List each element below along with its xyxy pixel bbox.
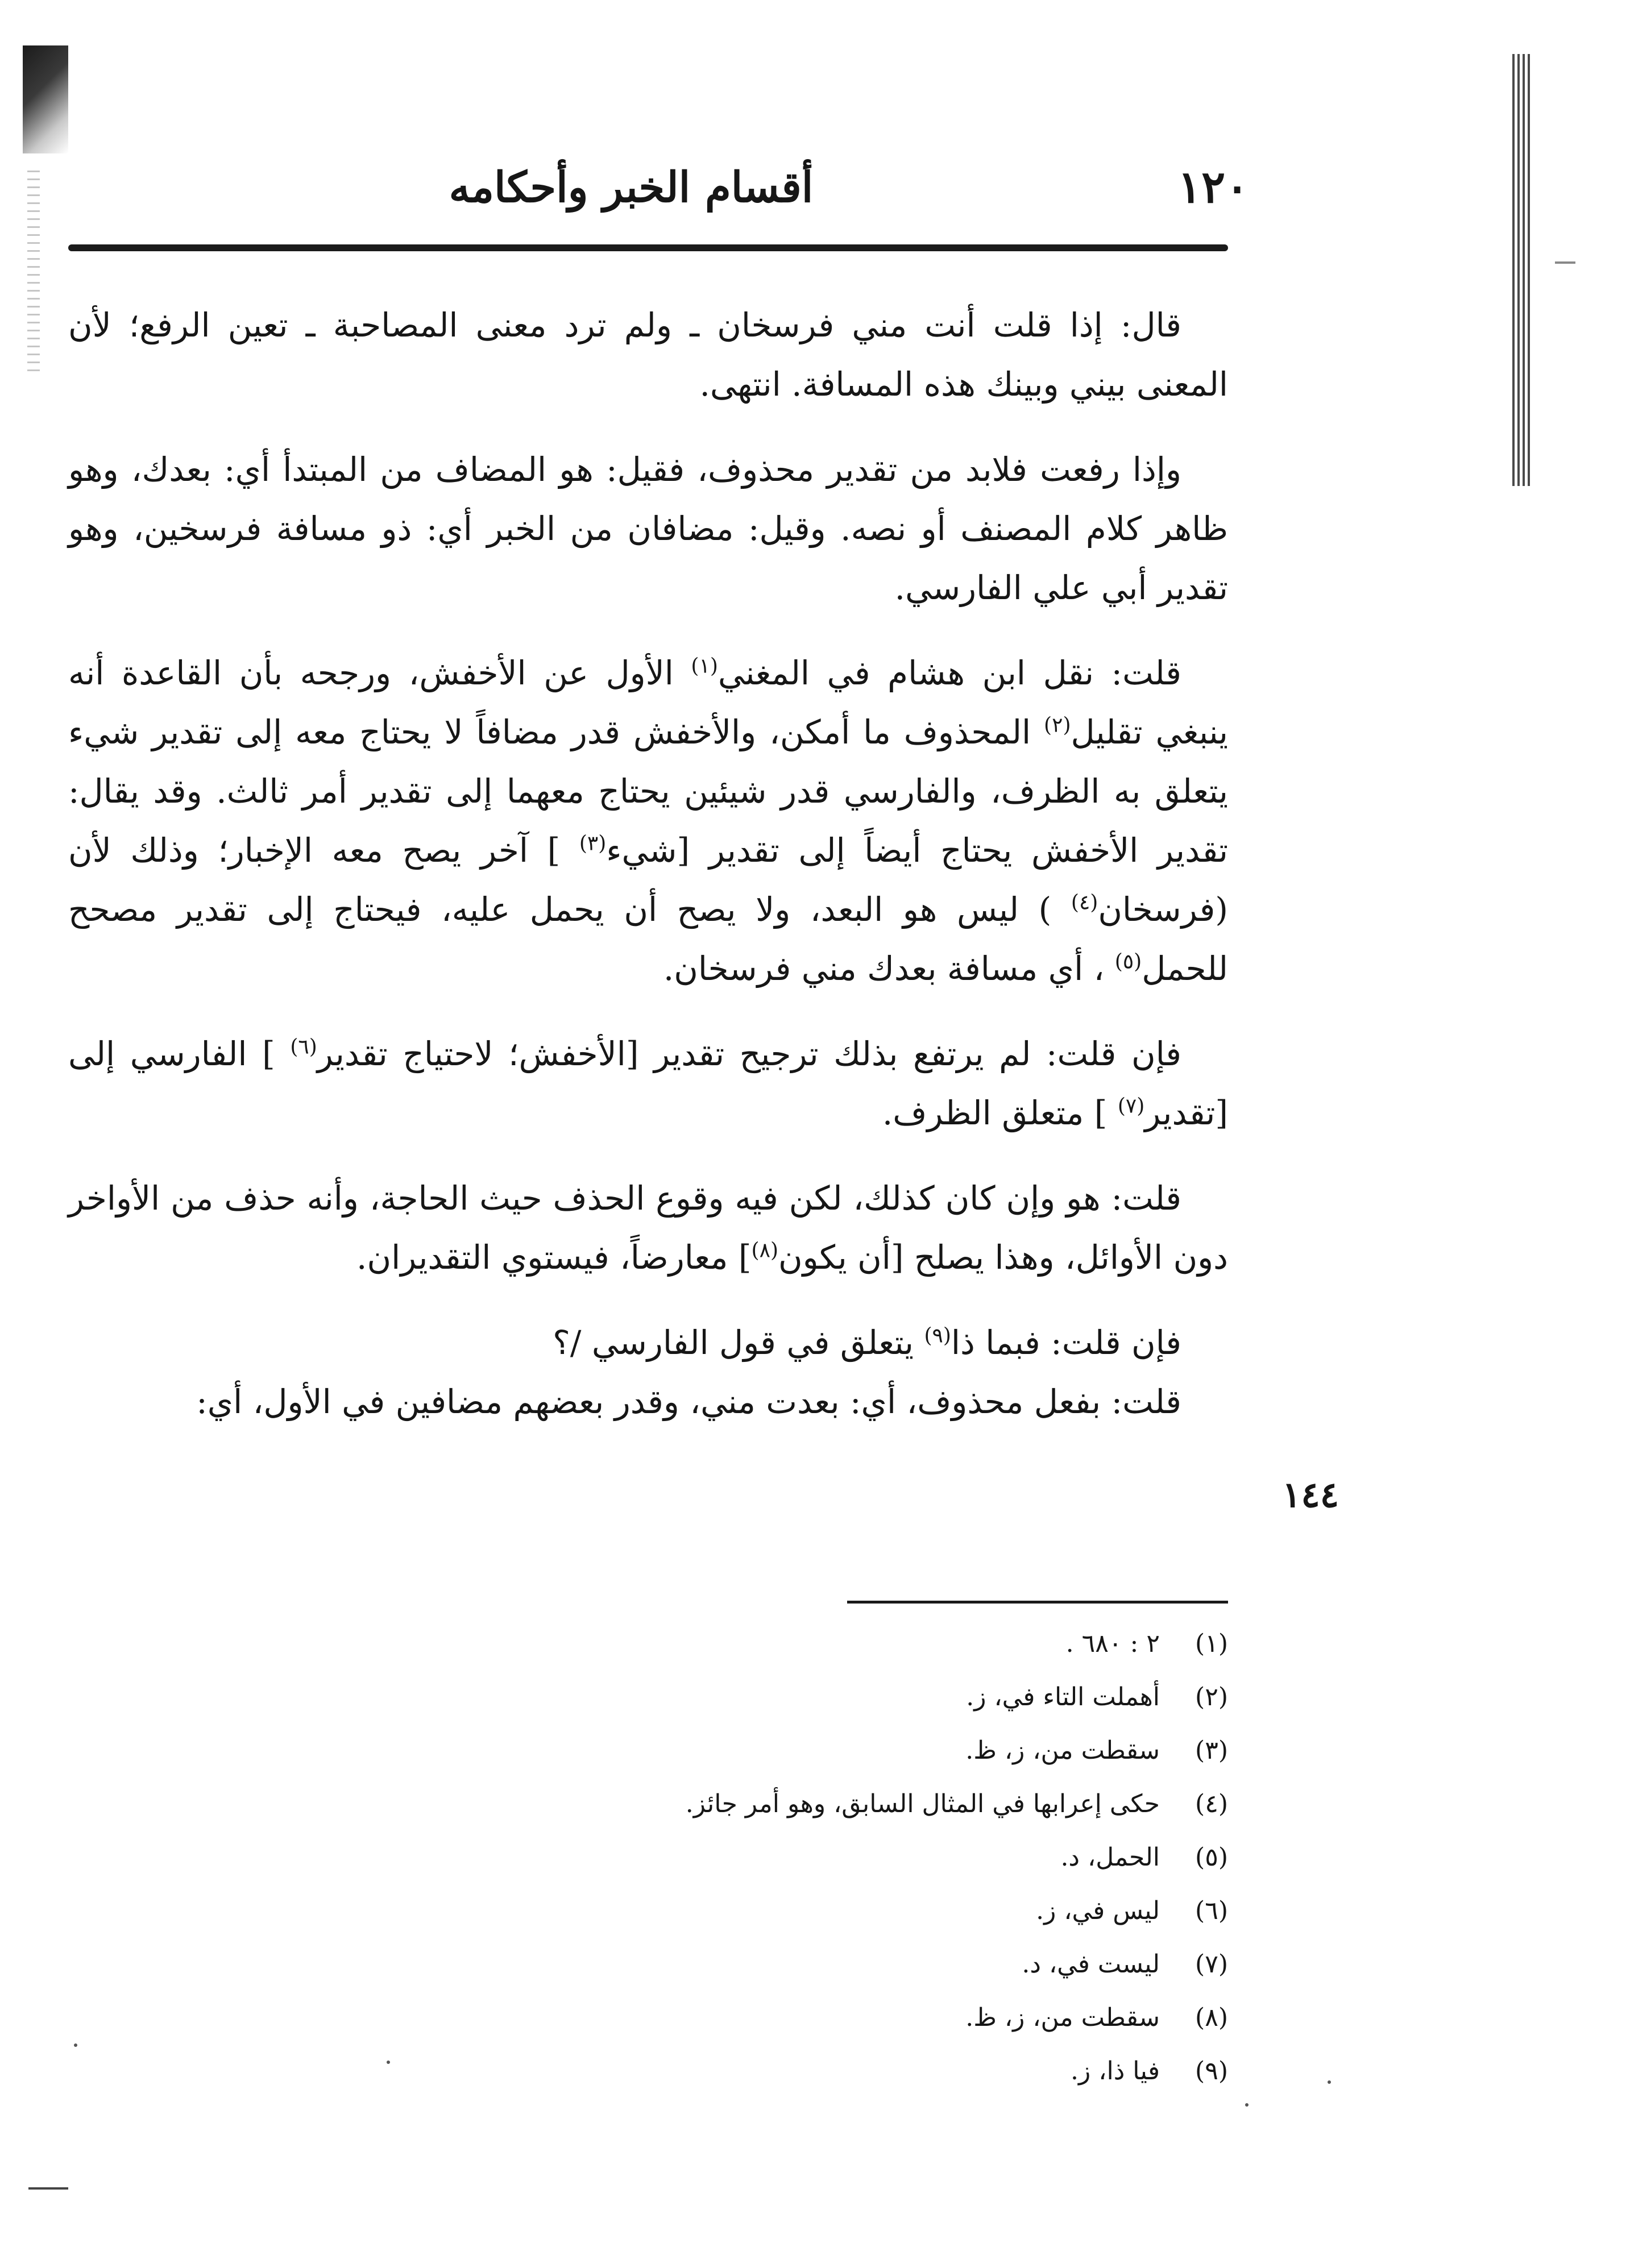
footnote bbox=[341, 1617, 1228, 1671]
footnote-ref[interactable]: (٨) bbox=[751, 1239, 778, 1262]
footnote-number: (٩) bbox=[1195, 2057, 1228, 2086]
footnote-ref[interactable]: (٢) bbox=[1044, 713, 1071, 737]
text-run: ، أي مسافة بعدك مني فرسخان. bbox=[663, 949, 1115, 988]
paragraph-3 bbox=[68, 643, 1228, 998]
paragraph-7: قلت: بفعل محذوف، أي: بعدت مني، وقدر بعضهم مضافين في الأول، أي: bbox=[196, 1382, 1181, 1421]
body-text bbox=[68, 296, 1228, 1431]
footnote-text: الحمل، د. bbox=[1060, 1843, 1160, 1872]
footnote-ref[interactable]: (٤) bbox=[1071, 891, 1098, 915]
text-run: الأول عن الأخفش، ورجحه بأن القاعدة أنه ينبغي تقليل bbox=[68, 654, 1228, 751]
footnote-ref[interactable]: (٥) bbox=[1114, 950, 1142, 974]
paragraph-1: قال: إذا قلت أنت مني فرسخان ـ ولم ترد معنى المصاحبة ـ تعين الرفع؛ لأن المعنى بيني وبينك هذه المسافة. انتهى. bbox=[68, 306, 1228, 404]
paragraph-6 bbox=[68, 1313, 1228, 1372]
text-run: ] آخر يصح معه الإخبار؛ وذلك لأن (فرسخان bbox=[68, 831, 1228, 929]
footnote-number: (٣) bbox=[1195, 1736, 1228, 1765]
footnote-number: (٥) bbox=[1195, 1843, 1228, 1872]
paragraph-2: وإذا رفعت فلابد من تقدير محذوف، فقيل: هو المضاف من المبتدأ أي: بعدك، وهو ظاهر كلام المصنف أو نصه. وقيل: مضافان من الخبر أي: ذو مسافة فرسخين، وهو تقدير أبي علي الفارسي. bbox=[68, 450, 1228, 607]
text-run: يتعلق في قول الفارسي /؟ bbox=[553, 1323, 924, 1362]
footnote-text: سقطت من، ز، ظ. bbox=[965, 1736, 1160, 1765]
footnote bbox=[341, 1777, 1228, 1831]
footnote bbox=[341, 1938, 1228, 1991]
footnote-number: (٢) bbox=[1195, 1683, 1228, 1712]
footnote bbox=[341, 1884, 1228, 1938]
footnote-number: (٦) bbox=[1195, 1896, 1228, 1925]
footnote-ref[interactable]: (٧) bbox=[1117, 1094, 1145, 1118]
footnote-text: سقطت من، ز، ظ. bbox=[965, 2003, 1160, 2032]
footnote-text: ٢ : ٦٨٠ . bbox=[1065, 1629, 1160, 1658]
footnote bbox=[341, 1671, 1228, 1724]
text-run: المحذوف ما أمكن، والأخفش قدر مضافاً لا يحتاج معه إلى تقدير شيء يتعلق به الظرف، والفارسي قدر شيئين يحتاج معهما إلى تقدير أمر ثالث. وقد يقال: تقدير الأخفش يحتاج أيضاً إلى تقدير [شيء bbox=[68, 713, 1228, 870]
footnote-text: ليست في، د. bbox=[1022, 1950, 1160, 1979]
footnote-number: (١) bbox=[1195, 1629, 1228, 1658]
footnote-ref[interactable]: (٣) bbox=[579, 832, 607, 855]
text-run: ] معارضاً، فيستوي التقديران. bbox=[356, 1238, 752, 1277]
footnote bbox=[341, 1724, 1228, 1777]
footnote-text: أهملت التاء في، ز. bbox=[966, 1683, 1160, 1712]
footnote-text: ليس في، ز. bbox=[1036, 1896, 1160, 1925]
scan-edge-shadow bbox=[23, 45, 68, 153]
text-run: فإن قلت: لم يرتفع بذلك ترجيح تقدير [الأخفش؛ لاحتياج تقدير bbox=[317, 1035, 1181, 1073]
text-run: قلت: هو وإن كان كذلك، لكن فيه وقوع الحذف حيث الحاجة، وأنه حذف من الأواخر دون الأوائل، وهذا يصلح [أن يكون bbox=[68, 1179, 1228, 1277]
footnote-text: حكى إعرابها في المثال السابق، وهو أمر جائز. bbox=[685, 1789, 1160, 1818]
footnote-ref[interactable]: (١) bbox=[691, 654, 718, 678]
header-rule bbox=[68, 244, 1228, 251]
footnote bbox=[341, 1831, 1228, 1884]
margin-page-ref: ١٤٤ bbox=[1282, 1474, 1339, 1515]
running-title: أقسام الخبر وأحكامه bbox=[449, 163, 814, 212]
text-run: ] الفارسي إلى [تقدير bbox=[68, 1035, 1228, 1132]
scan-dot bbox=[1328, 2080, 1331, 2084]
footnote-ref[interactable]: (٩) bbox=[924, 1324, 951, 1348]
footnote-text: فيا ذا، ز. bbox=[1071, 2057, 1160, 2086]
text-run: فإن قلت: فبما ذا bbox=[951, 1323, 1181, 1362]
paragraph-5 bbox=[68, 1169, 1228, 1287]
scan-mark bbox=[1555, 261, 1575, 264]
text-run: ) ليس هو البعد، ولا يصح أن يحمل عليه، فيحتاج إلى تقدير مصحح للحمل bbox=[68, 890, 1228, 988]
page-header bbox=[68, 156, 1249, 219]
footnote-number: (٨) bbox=[1195, 2003, 1228, 2032]
scan-edge-specks bbox=[27, 171, 40, 375]
text-run: ] متعلق الظرف. bbox=[882, 1094, 1118, 1132]
footnote-ref[interactable]: (٦) bbox=[290, 1035, 317, 1059]
page-number: ١٢٠ bbox=[1177, 161, 1249, 213]
footnotes bbox=[341, 1617, 1228, 2098]
scan-dot bbox=[74, 2043, 77, 2047]
footnote bbox=[341, 1991, 1228, 2045]
scan-dot bbox=[1245, 2103, 1249, 2107]
footnote-number: (٧) bbox=[1195, 1950, 1228, 1979]
scan-binding-edge bbox=[1512, 54, 1532, 486]
text-run: قلت: نقل ابن هشام في المغني bbox=[717, 654, 1181, 692]
footnote-number: (٤) bbox=[1195, 1789, 1228, 1818]
footnote bbox=[341, 2045, 1228, 2098]
paragraph-4 bbox=[68, 1024, 1228, 1143]
scan-mark bbox=[28, 2187, 68, 2190]
footnote-rule bbox=[847, 1601, 1228, 1604]
